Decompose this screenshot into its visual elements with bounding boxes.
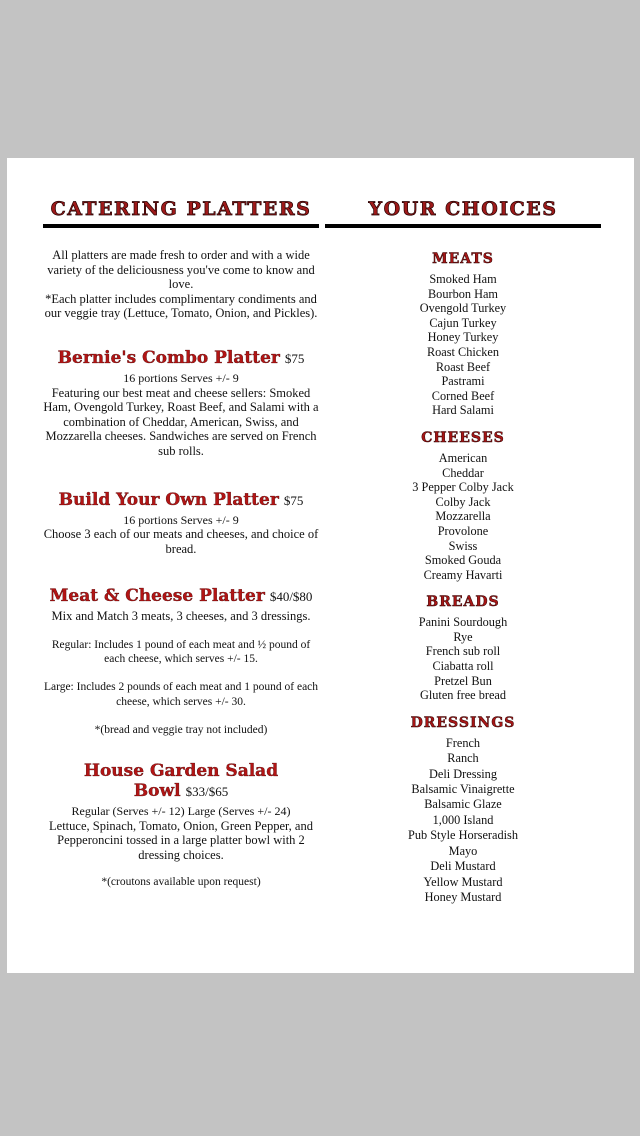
choice-item: Pastrami — [441, 374, 485, 389]
choice-item: Balsamic Glaze — [424, 797, 502, 812]
item-subtitle: 16 portions Serves +/- 9 — [123, 370, 239, 385]
choice-item: Balsamic Vinaigrette — [411, 782, 515, 797]
menu-page — [7, 158, 634, 973]
choice-item: French sub roll — [425, 644, 501, 659]
choice-item: Smoked Ham — [429, 272, 497, 286]
item-note-footer: *(bread and veggie tray not included) — [94, 723, 268, 736]
choice-item: Deli Dressing — [429, 766, 497, 781]
choice-item: Corned Beef — [431, 388, 495, 403]
choice-item: Gluten free bread — [419, 688, 507, 703]
choice-item: Ranch — [447, 751, 479, 766]
intro-line-1: All platters are made fresh to order and with a wide variety of the deliciousness you've come to know and love. — [47, 248, 315, 292]
title-underline — [325, 224, 601, 228]
your-choices-title: YOUR CHOICES — [368, 198, 558, 220]
item-price: $75 — [283, 492, 304, 508]
your-choices-column — [325, 198, 601, 905]
item-name — [43, 761, 319, 802]
intro-line-2: *Each platter includes complimentary condiments and our veggie tray (Lettuce, Tomato, Onion, and Pickles). — [44, 291, 318, 321]
choice-item: Rye — [453, 629, 473, 644]
item-name — [43, 348, 319, 369]
item-note-large: Large: Includes 2 pounds of each meat and 1 pound of each cheese, which serves +/- 30. — [43, 681, 319, 708]
choice-item: Ciabatta roll — [432, 659, 494, 674]
choice-item: Smoked Gouda — [424, 553, 502, 568]
choice-item: Colby Jack — [435, 494, 491, 509]
item-subtitle: Regular (Serves +/- 12) Large (Serves +/- 24) — [71, 803, 291, 818]
menu-item-build-your-own — [43, 490, 319, 557]
choice-item: Roast Beef — [435, 359, 491, 374]
choice-item: Mayo — [448, 843, 478, 858]
choice-item: Ovengold Turkey — [419, 301, 507, 316]
choice-item: Honey Mustard — [424, 889, 502, 904]
choice-item: Roast Chicken — [426, 344, 500, 359]
choice-item: Cajun Turkey — [429, 315, 497, 330]
item-note-footer: *(croutons available upon request) — [101, 876, 261, 889]
item-price: $33/$65 — [185, 783, 229, 799]
choice-item: Provolone — [437, 523, 489, 538]
item-name-text: House Garden Salad Bowl — [83, 760, 279, 801]
menu-item-bernies-combo — [43, 348, 319, 459]
catering-platters-title: CATERING PLATTERS — [50, 198, 312, 220]
dressings-list — [325, 736, 601, 905]
choice-item: Pretzel Bun — [434, 673, 492, 688]
choices-section-dressings — [325, 715, 601, 905]
choice-item: Yellow Mustard — [423, 874, 503, 889]
choice-item: Cheddar — [442, 465, 484, 480]
intro-text — [43, 248, 319, 321]
choice-item: Honey Turkey — [427, 330, 499, 345]
choice-item: Deli Mustard — [430, 859, 496, 874]
choice-item: Panini Sourdough — [418, 615, 508, 630]
section-heading-breads: BREADS — [426, 594, 500, 611]
section-heading-cheeses: CHEESES — [421, 429, 505, 446]
choices-section-meats — [325, 251, 601, 418]
choice-item: American — [438, 450, 488, 465]
breads-list — [325, 615, 601, 703]
item-name-text: Meat & Cheese Platter — [49, 586, 265, 607]
choice-item: Creamy Havarti — [423, 567, 503, 582]
item-description: Choose 3 each of our meats and cheeses, and choice of bread. — [43, 527, 319, 556]
choice-item: Pub Style Horseradish — [408, 828, 518, 843]
title-underline — [43, 224, 319, 228]
item-note-regular: Regular: Includes 1 pound of each meat and ½ pound of each cheese, which serves +/- 15. — [51, 638, 311, 666]
menu-item-meat-and-cheese — [43, 586, 319, 737]
item-description: Featuring our best meat and cheese sellers: Smoked Ham, Ovengold Turkey, Roast Beef, and Salami with a combination of Cheddar, American, Swiss, and Mozzarella cheeses. Sandwiches are served on French sub rolls. — [43, 385, 319, 458]
choices-section-cheeses — [325, 430, 601, 582]
item-price: $40/$80 — [269, 589, 313, 605]
item-price: $75 — [284, 350, 305, 366]
choice-item: 1,000 Island — [432, 812, 494, 827]
section-heading-dressings: DRESSINGS — [410, 714, 516, 731]
choice-item: French — [445, 735, 481, 750]
cheeses-list — [325, 451, 601, 582]
choice-item: Swiss — [448, 538, 478, 553]
item-name — [43, 586, 319, 607]
item-name-text: Bernie's Combo Platter — [57, 347, 280, 368]
choice-item: Bourbon Ham — [427, 286, 499, 301]
item-name — [43, 490, 319, 511]
meats-list — [325, 272, 601, 418]
section-heading-meats: MEATS — [432, 251, 494, 267]
choice-item: Hard Salami — [432, 403, 494, 418]
choice-item: Mozzarella — [435, 509, 491, 524]
choice-item: 3 Pepper Colby Jack — [412, 480, 514, 495]
item-description: Mix and Match 3 meats, 3 cheeses, and 3 dressings. — [51, 609, 311, 624]
catering-platters-column — [43, 198, 319, 890]
item-name-text: Build Your Own Platter — [58, 489, 279, 510]
choices-section-breads — [325, 594, 601, 703]
menu-item-house-garden-salad — [43, 761, 319, 890]
item-description: Lettuce, Spinach, Tomato, Onion, Green Pepper, and Pepperoncini tossed in a large platter bowl with 2 dressing choices. — [49, 818, 313, 862]
item-subtitle: 16 portions Serves +/- 9 — [123, 512, 239, 527]
